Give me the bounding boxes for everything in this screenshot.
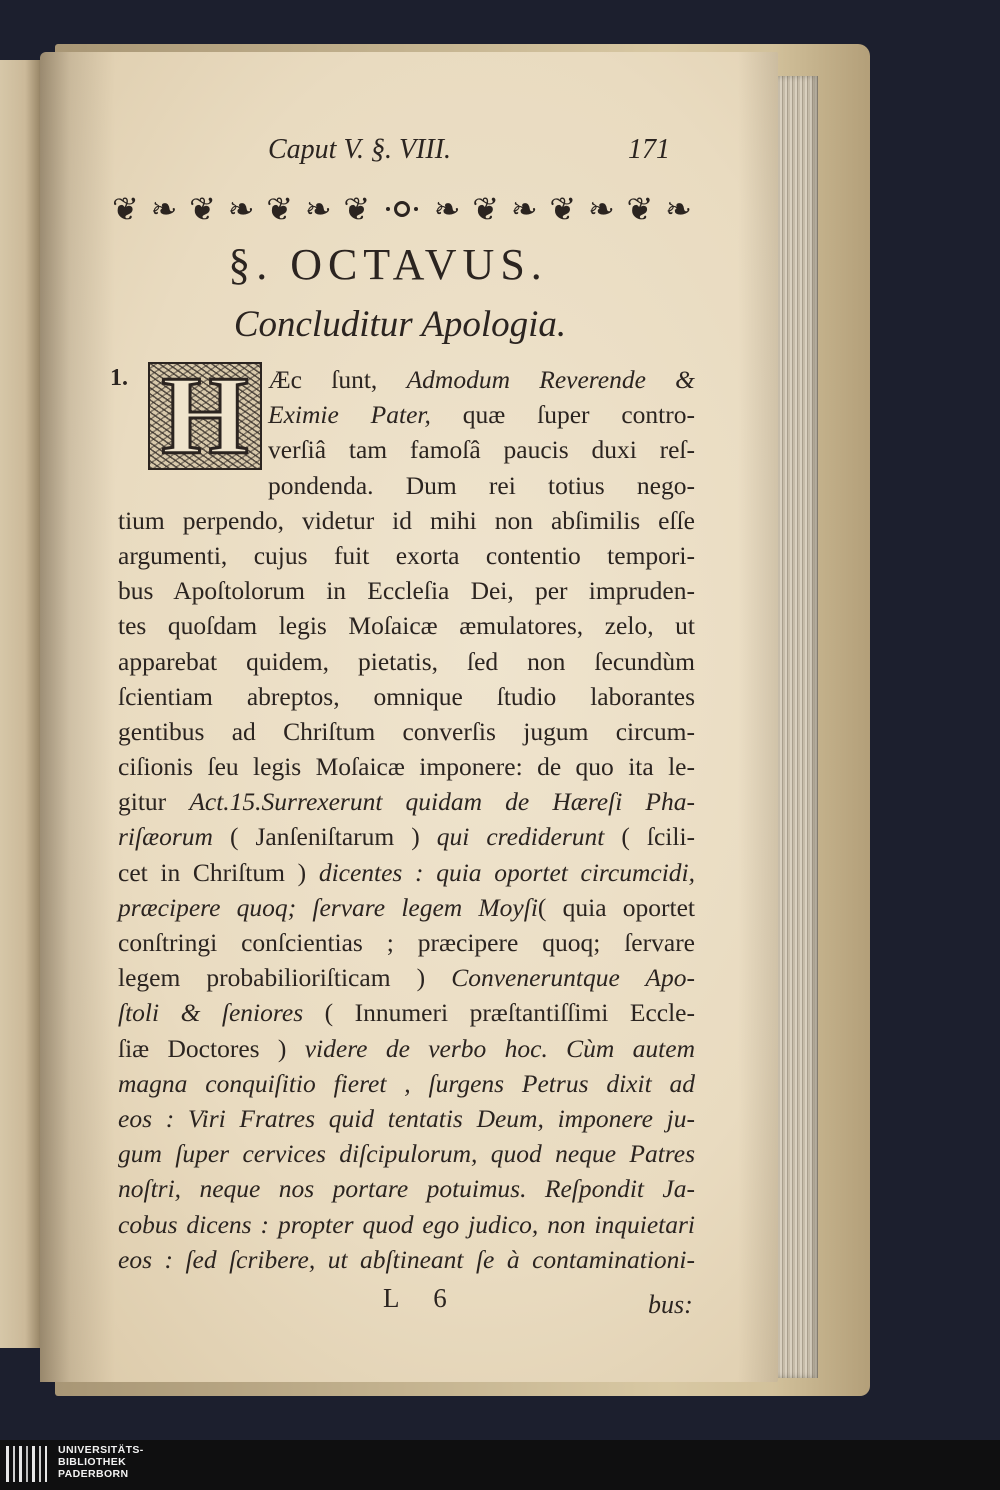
roman-text: cet in Chriſtum ): [118, 857, 319, 887]
drop-cap-letter: H: [161, 362, 249, 470]
text-line: [118, 749, 695, 784]
text-line: [118, 538, 695, 573]
text-line: [268, 362, 695, 397]
italic-text: magna conquiſitio fieret , ſurgens Petrus dixit ad: [118, 1068, 695, 1098]
roman-text: tes quoſdam legis Moſaicæ æmulatores, zelo, ut: [118, 611, 695, 641]
roman-text: ( Janſeniſtarum ): [212, 822, 437, 852]
body-text: [118, 362, 695, 1277]
page-number: 171: [628, 134, 670, 165]
roman-text: ſiæ Doctores ): [118, 1033, 305, 1063]
italic-text: qui crediderunt: [436, 822, 605, 852]
fleuron-icon: [266, 188, 293, 230]
fleuron-icon: [343, 188, 370, 230]
italic-text: dicentes : quia oportet circumcidi,: [318, 857, 695, 887]
ornament-band: [112, 188, 692, 230]
section-title: §. OCTAVUS.: [228, 240, 548, 289]
text-line: [118, 573, 695, 608]
roman-text: tium perpendo, videtur id mihi non abſimilis eſſe: [118, 505, 695, 535]
italic-text: Admodum Reverende &: [406, 365, 695, 394]
roman-text: apparebat quidem, pietatis, ſed non ſecundùm: [118, 646, 695, 676]
italic-text: gum ſuper cervices diſcipulorum, quod neque Patres: [118, 1139, 695, 1169]
paragraph-number: 1.: [110, 365, 128, 391]
italic-text: Act.15.Surrexerunt quidam de Hæreſi Pha-: [189, 787, 695, 817]
fleuron-icon: [472, 188, 499, 230]
roman-text: ( Innumeri præſtantiſſimi Eccle-: [303, 998, 695, 1028]
fleuron-icon: [189, 188, 216, 230]
text-line: [118, 784, 695, 819]
text-line: [118, 1101, 695, 1136]
roman-text: conſtringi conſcientias ; præcipere quoq; ſervare: [118, 928, 695, 957]
italic-text: præcipere quoq; ſervare legem Moyſi: [118, 892, 538, 922]
roman-text: ciſionis ſeu legis Moſaicæ imponere: de quo ita le-: [118, 752, 695, 782]
italic-text: Conveneruntque Apo-: [451, 963, 695, 993]
library-name-line: UNIVERSITÄTS-: [58, 1444, 144, 1456]
text-line: [118, 1242, 695, 1277]
text-line: [268, 468, 695, 503]
text-line: [118, 503, 695, 538]
text-line: [118, 1171, 695, 1206]
text-line: [268, 432, 695, 467]
text-line: [118, 995, 695, 1030]
italic-text: eos : ſed ſcribere, ut abſtineant ſe à contaminationi-: [118, 1244, 695, 1274]
text-line: [118, 679, 695, 714]
italic-text: Eximie Pater,: [268, 400, 431, 430]
text-line: [118, 925, 695, 960]
section-subtitle: Concluditur Apologia.: [233, 304, 567, 345]
roman-text: gitur: [118, 787, 190, 817]
italic-text: eos : Viri Fratres quid tentatis Deum, imponere ju-: [118, 1103, 695, 1133]
catchword: bus:: [648, 1290, 693, 1319]
fleuron-icon: [305, 188, 332, 230]
text-line: [118, 890, 695, 925]
ring-ornament-icon: [394, 201, 410, 217]
text-line: [118, 960, 695, 995]
text-line: [118, 855, 695, 890]
roman-text: bus Apoſtolorum in Eccleſia Dei, per impruden-: [118, 576, 695, 606]
fleuron-icon: [511, 188, 538, 230]
roman-text: quæ ſuper contro-: [430, 400, 696, 430]
text-line: [118, 608, 695, 643]
roman-text: Æc ſunt,: [268, 365, 407, 394]
fleuron-icon: [228, 188, 255, 230]
roman-text: pondenda. Dum rei totius nego-: [268, 470, 695, 500]
running-title: Caput V. §. VIII.: [268, 134, 452, 165]
text-line: [118, 1136, 695, 1171]
library-logo-icon: [6, 1446, 50, 1482]
roman-text: ( quia oportet: [537, 892, 696, 922]
text-line: [118, 714, 695, 749]
text-line: [118, 1207, 695, 1242]
library-name-line: PADERBORN: [58, 1468, 129, 1480]
roman-text: ſcientiam abreptos, omnique ſtudio laborantes: [118, 681, 695, 711]
signature-mark: L 6: [383, 1283, 447, 1313]
text-line: [118, 1066, 695, 1101]
roman-text: argumenti, cujus fuit exorta contentio tempori-: [118, 540, 695, 570]
fleuron-icon: [549, 188, 576, 230]
italic-text: riſæorum: [118, 822, 213, 852]
text-line: [118, 819, 695, 854]
library-banner: [0, 1440, 1000, 1490]
library-name-line: BIBLIOTHEK: [58, 1456, 127, 1468]
text-line: [118, 644, 695, 679]
fleuron-icon: [665, 188, 692, 230]
text-line: [268, 397, 695, 432]
text-line: [118, 1031, 695, 1066]
fleuron-icon: [588, 188, 615, 230]
roman-text: gentibus ad Chriſtum converſis jugum circum-: [118, 716, 695, 746]
library-name: [58, 1444, 144, 1480]
italic-text: videre de verbo hoc. Cùm autem: [304, 1033, 695, 1063]
fleuron-icon: [151, 188, 178, 230]
italic-text: cobus dicens : propter quod ego judico, non inquietari: [118, 1209, 695, 1239]
book-page: [40, 52, 778, 1382]
roman-text: verſiâ tam famoſâ paucis duxi reſ-: [268, 435, 695, 465]
fleuron-icon: [434, 188, 461, 230]
roman-text: ( ſcili-: [604, 822, 696, 852]
fleuron-icon: [627, 188, 654, 230]
italic-text: ſtoli & ſeniores: [118, 998, 304, 1028]
roman-text: legem probabilioriſticam ): [118, 963, 452, 993]
italic-text: noſtri, neque nos portare potuimus. Reſpondit Ja-: [118, 1174, 695, 1204]
fleuron-icon: [112, 188, 139, 230]
